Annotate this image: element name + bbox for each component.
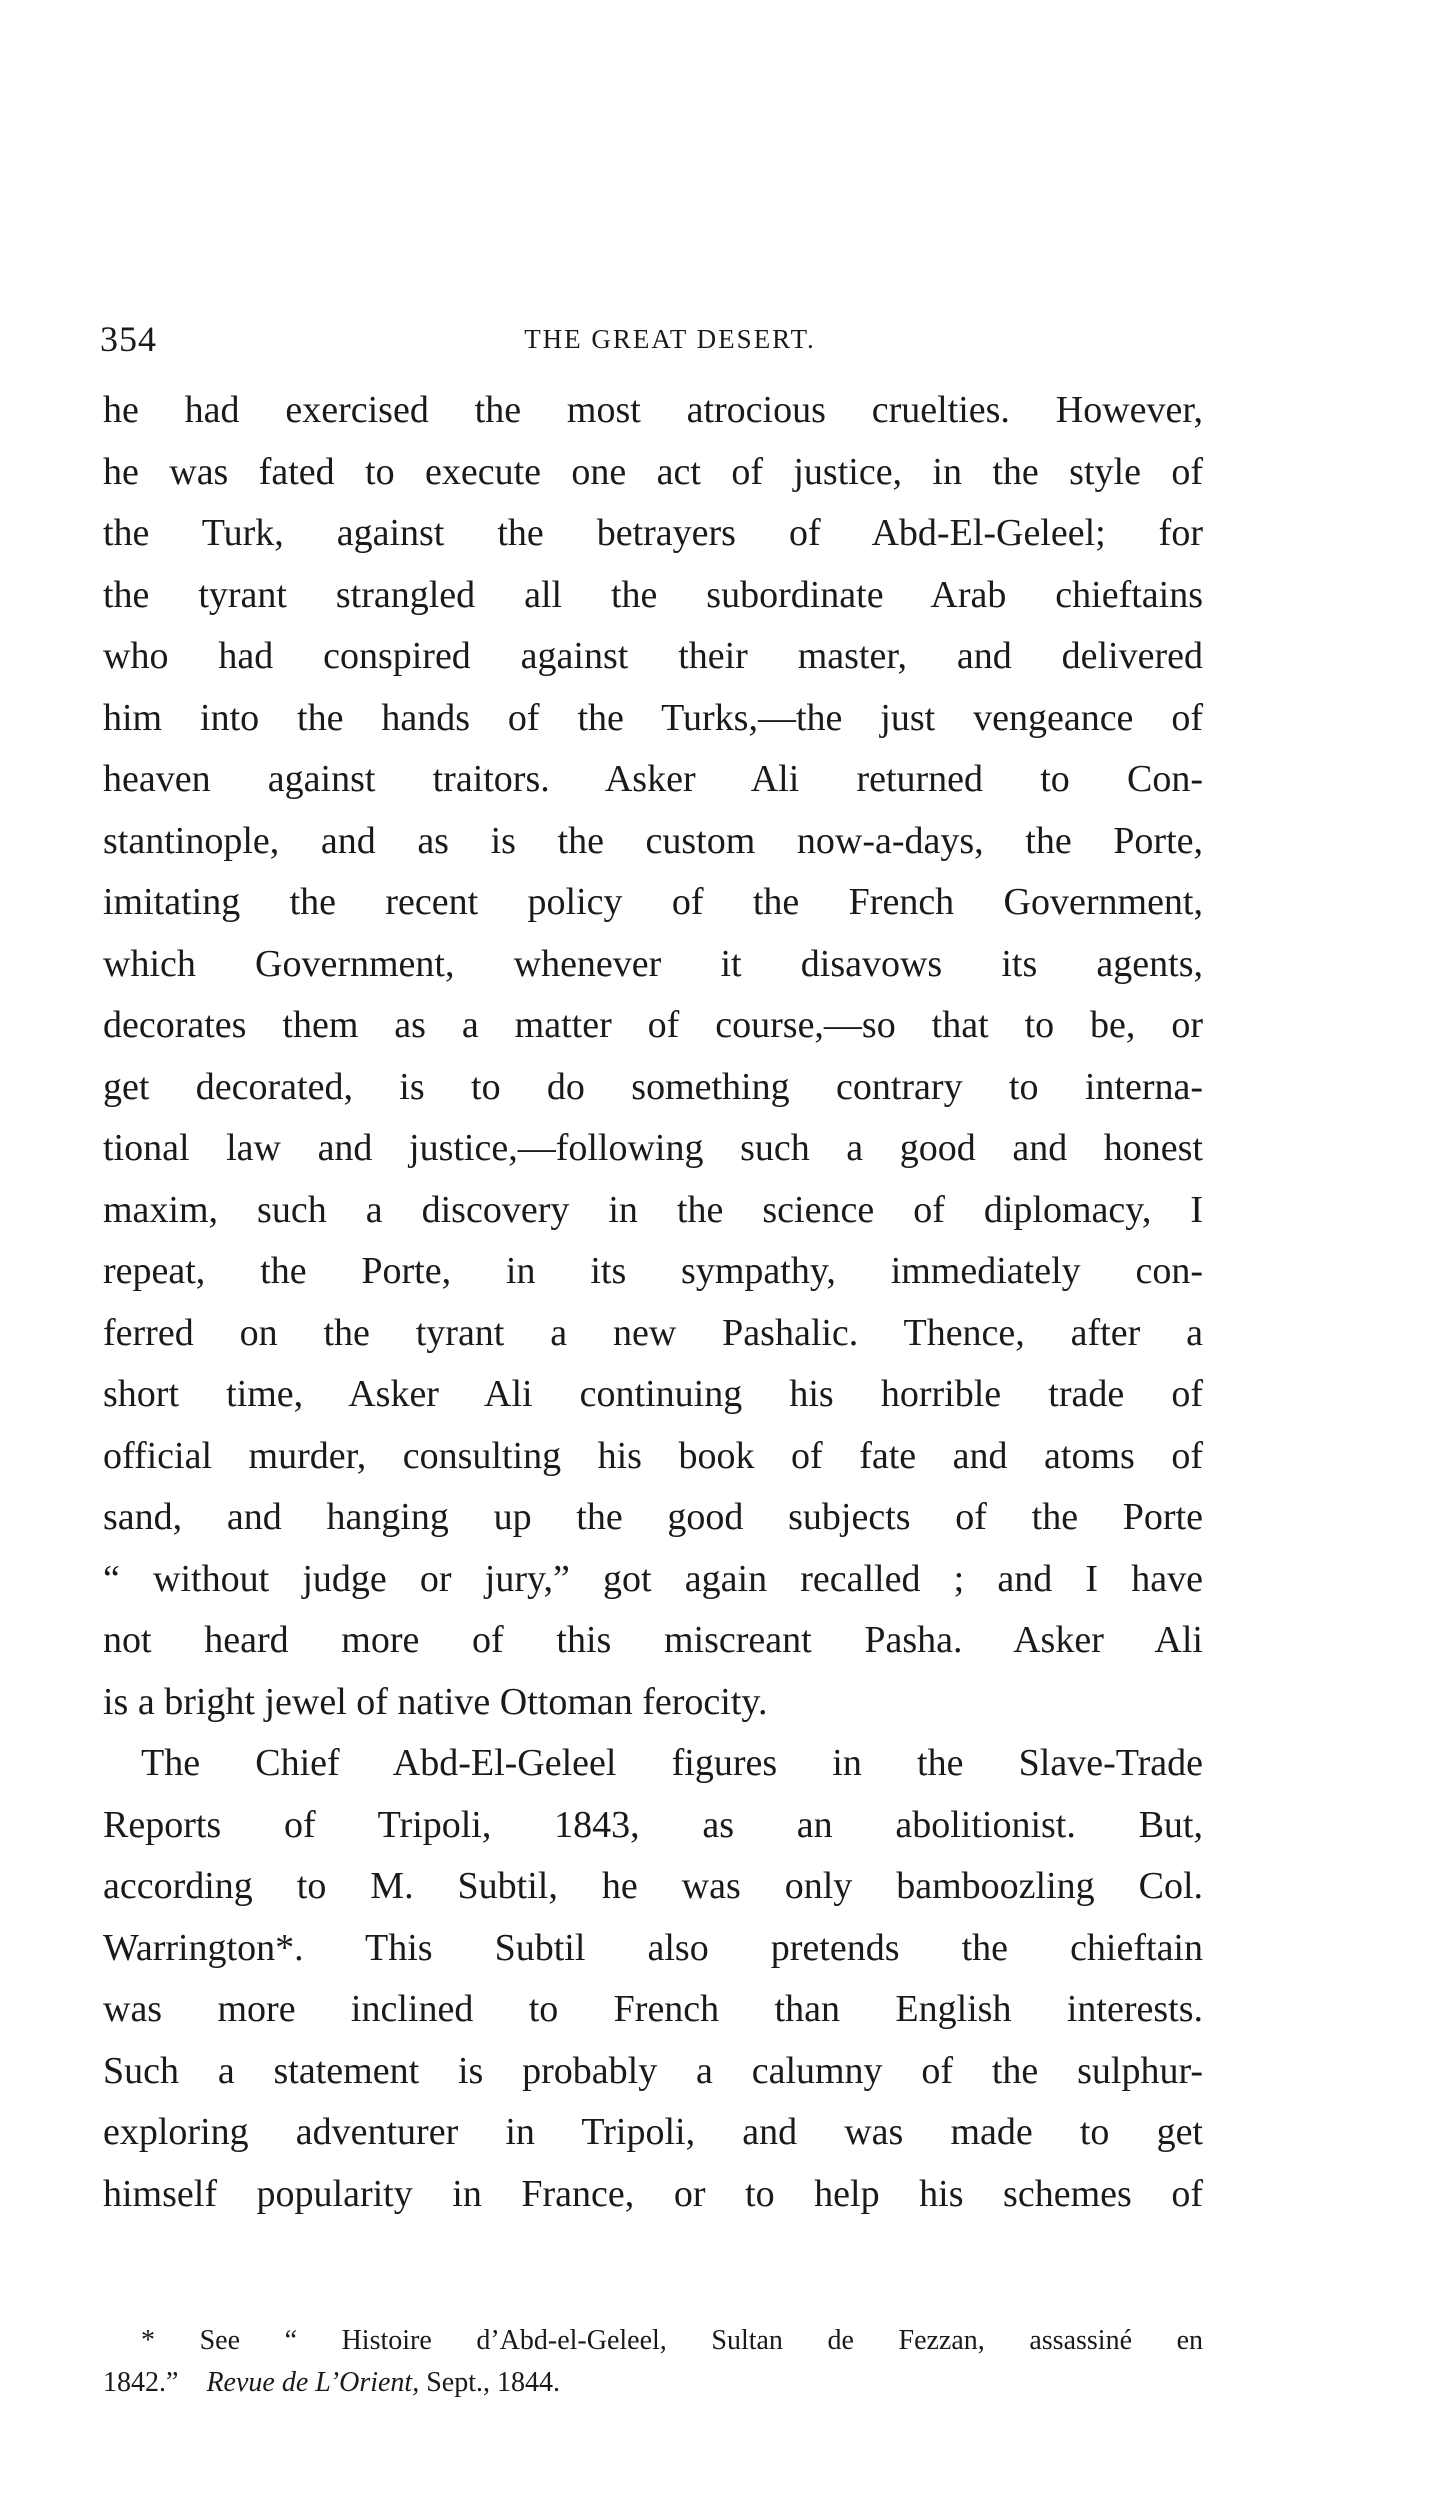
footnote-line — [103, 2362, 1203, 2404]
footnote-date: Sept., 1844. — [426, 2367, 560, 2398]
text-line: himself popularity in France, or to help his schemes of — [103, 2172, 1203, 2215]
text-line: maxim, such a discovery in the science of diplomacy, I — [103, 1188, 1203, 1231]
footnote — [103, 2320, 1203, 2404]
text-line: Warrington*. This Subtil also pretends the chieftain — [103, 1926, 1203, 1969]
text-line: ferred on the tyrant a new Pashalic. Thence, after a — [103, 1311, 1203, 1354]
text-line: the tyrant strangled all the subordinate Arab chieftains — [103, 573, 1203, 616]
text-line: Such a statement is probably a calumny of the sulphur- — [103, 2049, 1203, 2092]
page-header — [100, 318, 1200, 368]
text-line: sand, and hanging up the good subjects of the Porte — [103, 1496, 1203, 1538]
body-text — [103, 380, 1203, 2225]
text-line: is a bright jewel of native Ottoman ferocity. — [103, 1680, 768, 1723]
text-line: him into the hands of the Turks,—the just vengeance of — [103, 696, 1203, 739]
text-line: Reports of Tripoli, 1843, as an abolitionist. But, — [103, 1803, 1203, 1846]
text-line: tional law and justice,—following such a good and honest — [103, 1127, 1203, 1169]
text-line: The Chief Abd-El-Geleel figures in the Slave-Trade — [141, 1742, 1203, 1784]
text-line: he had exercised the most atrocious cruelties. However, — [103, 389, 1203, 431]
text-line: the Turk, against the betrayers of Abd-El-Geleel; for — [103, 512, 1203, 554]
text-line: get decorated, is to do something contrary to interna- — [103, 1065, 1203, 1108]
text-line: stantinople, and as is the custom now-a-days, the Porte, — [103, 819, 1203, 862]
running-head: THE GREAT DESERT. — [524, 324, 816, 354]
text-line: imitating the recent policy of the French Government, — [103, 881, 1203, 923]
text-line: not heard more of this miscreant Pasha. Asker Ali — [103, 1619, 1203, 1661]
text-line: short time, Asker Ali continuing his horrible trade of — [103, 1373, 1203, 1415]
text-line: was more inclined to French than English interests. — [103, 1988, 1203, 2030]
text-line: “ without judge or jury,” got again recalled ; and I have — [103, 1557, 1203, 1600]
footnote-journal: Revue de L’Orient, — [206, 2367, 420, 2398]
text-line: decorates them as a matter of course,—so that to be, or — [103, 1004, 1203, 1046]
text-line: heaven against traitors. Asker Ali returned to Con- — [103, 758, 1203, 800]
text-line: which Government, whenever it disavows its agents, — [103, 942, 1203, 985]
text-line: repeat, the Porte, in its sympathy, immediately con- — [103, 1250, 1203, 1292]
text-line: who had conspired against their master, and delivered — [103, 635, 1203, 677]
text-line: exploring adventurer in Tripoli, and was made to get — [103, 2111, 1203, 2153]
footnote-line: * See “ Histoire d’Abd-el-Geleel, Sultan de Fezzan, assassiné en — [141, 2325, 1203, 2356]
footnote-year: 1842.” — [103, 2367, 179, 2398]
text-line: he was fated to execute one act of justice, in the style of — [103, 450, 1203, 493]
page-number: 354 — [100, 319, 157, 359]
text-line: according to M. Subtil, he was only bamboozling Col. — [103, 1865, 1203, 1907]
text-line: official murder, consulting his book of fate and atoms of — [103, 1434, 1203, 1477]
